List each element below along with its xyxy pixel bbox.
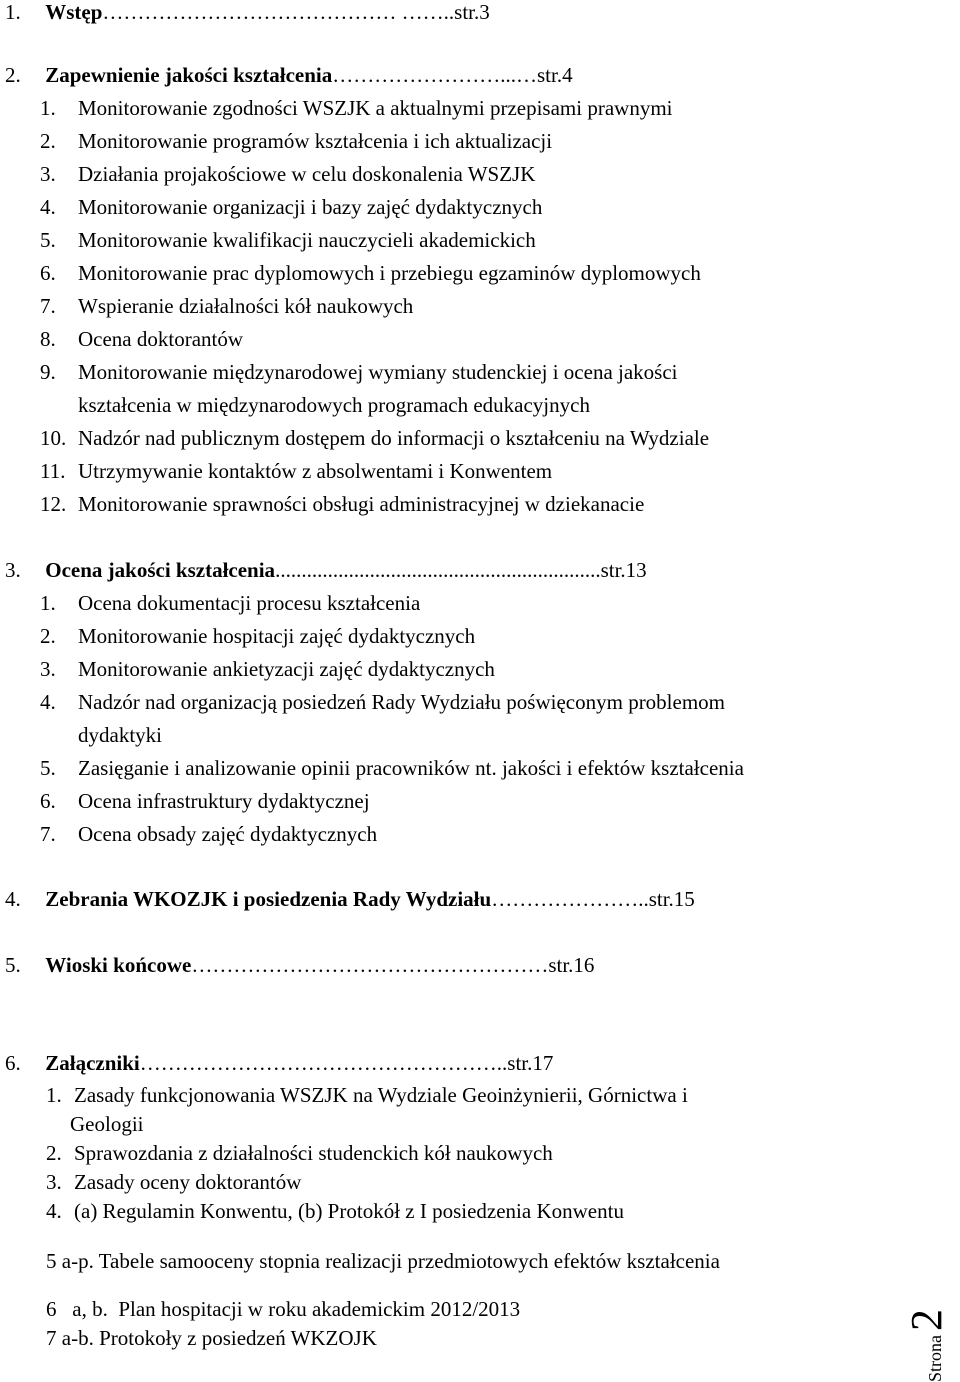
toc-subitem-text: Monitorowanie programów kształcenia i ich aktualizacji	[78, 129, 553, 153]
toc-subitem[interactable]: 4.	[40, 195, 56, 219]
toc-subitem[interactable]: 2.	[40, 624, 56, 648]
toc-subitem-text: Monitorowanie zgodności WSZJK a aktualnymi przepisami prawnymi	[78, 96, 673, 120]
toc-subitem-text: Zasięganie i analizowanie opinii pracowników nt. jakości i efektów kształcenia	[78, 756, 744, 780]
attachment-line[interactable]: 7 a-b. Protokoły z posiedzeń WKZOJK	[46, 1326, 377, 1350]
toc-subitem-text: Monitorowanie hospitacji zajęć dydaktycznych	[78, 624, 476, 648]
toc-section-4[interactable]	[5, 889, 695, 910]
toc-subitem[interactable]: 9.	[40, 360, 56, 384]
toc-leader: ……………………………………………..	[139, 1051, 508, 1075]
toc-subitem[interactable]: 5.	[40, 228, 56, 252]
toc-subitem-text: Ocena obsady zajęć dydaktycznych	[78, 822, 378, 846]
toc-leader: ..............................................................	[275, 558, 601, 582]
attachment-line[interactable]: 5 a-p. Tabele samooceny stopnia realizacji przedmiotowych efektów kształcenia	[46, 1249, 720, 1273]
toc-subitem-text: Zasady oceny doktorantów	[74, 1170, 302, 1194]
toc-subitem-text: Monitorowanie kwalifikacji nauczycieli akademickich	[78, 228, 536, 252]
toc-subitem[interactable]: 1.	[40, 591, 56, 615]
section-number: 3.	[5, 558, 21, 582]
page-ref: str.15	[648, 887, 695, 911]
toc-section-2[interactable]	[5, 65, 573, 86]
toc-subitem-text: Monitorowanie organizacji i bazy zajęć dydaktycznych	[78, 195, 543, 219]
toc-subitem[interactable]: 6.	[40, 789, 56, 813]
toc-subitem[interactable]: 1.	[40, 96, 56, 120]
toc-subitem-text-continued: Geologii	[70, 1112, 144, 1136]
toc-subitem-text: Zasady funkcjonowania WSZJK na Wydziale Geoinżynierii, Górnictwa i	[74, 1083, 688, 1107]
toc-subitem[interactable]: 10.	[40, 426, 67, 450]
toc-subitem[interactable]: 1.	[46, 1083, 62, 1107]
toc-subitem[interactable]: 6.	[40, 261, 56, 285]
section-number: 6.	[5, 1051, 21, 1075]
page-number: 2	[902, 1309, 951, 1331]
toc-subitem[interactable]: 3.	[40, 657, 56, 681]
toc-section-5[interactable]	[5, 955, 594, 976]
toc-subitem-text: Monitorowanie prac dyplomowych i przebiegu egzaminów dyplomowych	[78, 261, 701, 285]
page-footer	[902, 1309, 951, 1382]
toc-subitem[interactable]: 5.	[40, 756, 56, 780]
toc-subitem-text: Ocena infrastruktury dydaktycznej	[78, 789, 370, 813]
toc-subitem[interactable]: 7.	[40, 822, 56, 846]
section-title: Wioski końcowe	[45, 953, 192, 977]
toc-section-1[interactable]	[5, 2, 490, 23]
section-number: 2.	[5, 63, 21, 87]
toc-subitem[interactable]: 7.	[40, 294, 56, 318]
toc-subitem[interactable]: 2.	[46, 1141, 62, 1165]
toc-section-6[interactable]	[5, 1053, 553, 1074]
toc-subitem-text: Utrzymywanie kontaktów z absolwentami i Konwentem	[78, 459, 553, 483]
toc-subitem-text: Działania projakościowe w celu doskonalenia WSZJK	[78, 162, 536, 186]
toc-subitem[interactable]: 4.	[40, 690, 56, 714]
page-ref: str.13	[600, 558, 647, 582]
toc-subitem-text: Monitorowanie międzynarodowej wymiany studenckiej i ocena jakości	[78, 360, 678, 384]
toc-leader: ……………………………………………	[191, 953, 549, 977]
attachment-line[interactable]: 6 a, b. Plan hospitacji w roku akademickim 2012/2013	[46, 1297, 521, 1321]
section-number: 1.	[5, 0, 21, 24]
page-ref: str.4	[537, 63, 573, 87]
toc-subitem-text-continued: kształcenia w międzynarodowych programach edukacyjnych	[78, 393, 590, 417]
toc-subitem-text: Nadzór nad publicznym dostępem do informacji o kształceniu na Wydziale	[78, 426, 710, 450]
section-number: 5.	[5, 953, 21, 977]
toc-subitem[interactable]: 3.	[46, 1170, 62, 1194]
toc-subitem-text: Ocena dokumentacji procesu kształcenia	[78, 591, 421, 615]
toc-subitem[interactable]: 3.	[40, 162, 56, 186]
toc-subitem-text: Sprawozdania z działalności studenckich kół naukowych	[74, 1141, 553, 1165]
page-ref: str.3	[454, 0, 490, 24]
toc-subitem-text-continued: dydaktyki	[78, 723, 162, 747]
toc-subitem[interactable]: 11.	[40, 459, 66, 483]
toc-subitem-text: Ocena doktorantów	[78, 327, 244, 351]
toc-subitem-text: (a) Regulamin Konwentu, (b) Protokół z I posiedzenia Konwentu	[74, 1199, 624, 1223]
toc-leader: …………………..	[491, 887, 649, 911]
toc-leader: …………………………………… ……..	[102, 0, 455, 24]
toc-subitem[interactable]: 12.	[40, 492, 67, 516]
section-title: Wstęp	[45, 0, 103, 24]
toc-leader: ……………………...…	[332, 63, 537, 87]
page-ref: str.17	[507, 1051, 554, 1075]
toc-subitem[interactable]: 8.	[40, 327, 56, 351]
section-title: Ocena jakości kształcenia	[45, 558, 276, 582]
toc-subitem[interactable]: 4.	[46, 1199, 62, 1223]
toc-subitem-text: Monitorowanie sprawności obsługi administracyjnej w dziekanacie	[78, 492, 645, 516]
toc-subitem[interactable]: 2.	[40, 129, 56, 153]
toc-subitem-text: Nadzór nad organizacją posiedzeń Rady Wydziału poświęconym problemom	[78, 690, 726, 714]
page-label: Strona	[925, 1335, 945, 1382]
section-title: Załączniki	[45, 1051, 140, 1075]
toc-subitem-text: Monitorowanie ankietyzacji zajęć dydaktycznych	[78, 657, 495, 681]
toc-subitem-text: Wspieranie działalności kół naukowych	[78, 294, 414, 318]
section-number: 4.	[5, 887, 21, 911]
toc-section-3[interactable]	[5, 560, 647, 581]
page-ref: str.16	[548, 953, 595, 977]
section-title: Zebrania WKOZJK i posiedzenia Rady Wydziału	[45, 887, 492, 911]
section-title: Zapewnienie jakości kształcenia	[45, 63, 333, 87]
